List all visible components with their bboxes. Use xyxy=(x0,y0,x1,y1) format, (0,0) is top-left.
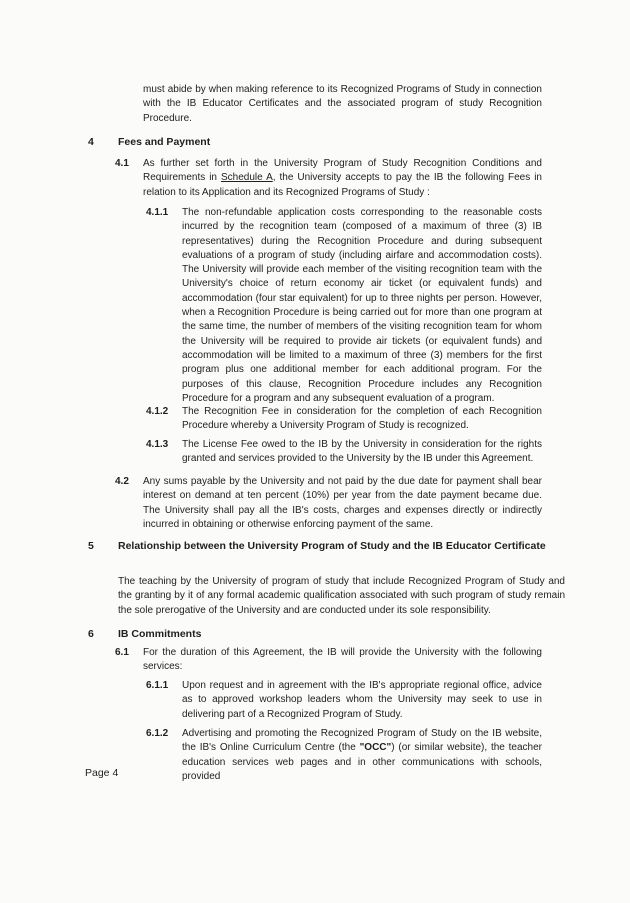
clause-4-1-number: 4.1 xyxy=(115,158,129,169)
section-5-body: The teaching by the University of program of study that include Recognized Program of Study and the granting by it of any formal academic qualification associated with such program of study remain the sole prerogative of the University and are conducted under its sole responsibility. xyxy=(118,576,565,616)
clause-4-1-3-text: The License Fee owed to the IB by the University in consideration for the rights granted and services provided to the University by the IB under this Agreement. xyxy=(182,439,542,465)
clause-4-1-text xyxy=(143,157,542,200)
clause-6-1-2-text-before: Advertising and promoting the Recognized Program of Study on the IB website, the IB's Online Curriculum Centre (the xyxy=(182,728,542,754)
intro-paragraph: must abide by when making reference to its Recognized Programs of Study in connection with the IB Educator Certificates and the associated program of study Recognition Procedure. xyxy=(143,84,542,124)
clause-6-1-2-text xyxy=(182,727,542,784)
occ-abbreviation: "OCC" xyxy=(359,742,392,754)
clause-6-1-text: For the duration of this Agreement, the IB will provide the University with the following services: xyxy=(143,647,542,673)
section-4-title: Fees and Payment xyxy=(118,136,211,148)
clause-4-1-3-number: 4.1.3 xyxy=(146,439,169,450)
clause-6-1-2-text-after: ) (or similar website), the teacher education services web pages and in other communications with schools, provided xyxy=(182,742,542,782)
clause-4-1-2-text: The Recognition Fee in consideration for the completion of each Recognition Procedure whereby a University Program of Study is recognized. xyxy=(182,406,542,432)
section-6-number: 6 xyxy=(88,628,94,640)
clause-4-2-number: 4.2 xyxy=(115,476,129,487)
section-4-number: 4 xyxy=(88,136,94,148)
clause-4-1-1-number: 4.1.1 xyxy=(146,207,169,218)
clause-4-1-text-before: As further set forth in the University Program of Study Recognition Conditions and Requirements in xyxy=(143,158,542,184)
clause-6-1-1-number: 6.1.1 xyxy=(146,680,169,691)
clause-4-2-text: Any sums payable by the University and not paid by the due date for payment shall bear interest on demand at ten percent (10%) per year from the date payment became due. The University shall pay all the IB's costs, charges and expenses directly or indirectly incurred in obtaining or otherwise enforcing payment of the same. xyxy=(143,476,542,530)
section-5-number: 5 xyxy=(88,540,94,552)
section-5-title: Relationship between the University Program of Study and the IB Educator Certificate xyxy=(118,540,546,552)
clause-4-1-1-text: The non-refundable application costs corresponding to the reasonable costs incurred by the recognition team (composed of a maximum of three (3) IB representatives) during the Recognition Procedure and during subsequent evaluations of a program of study (including airfare and accommodation costs). The University will provide each member of the visiting recognition team with the University's choice of return economy air ticket (or equivalent funds) and accommodation (four star equivalent) for up to three nights per person. However, when a Recognition Procedure is being carried out for more than one program at the same time, the number of members of the visiting recognition team for whom the University will be required to provide air tickets (or equivalent funds) and accommodation will be limited to a maximum of three (3) members for the first program plus one additional member for each additional program. For the purposes of this clause, Recognition Procedure includes any Recognition Procedure for a program and any subsequent evaluation of a program. xyxy=(182,207,542,404)
section-6-title: IB Commitments xyxy=(118,628,202,640)
clause-6-1-number: 6.1 xyxy=(115,647,129,658)
clause-4-1-text-after: , the University accepts to pay the IB the following Fees in relation to its Application and its Recognized Programs of Study : xyxy=(143,172,542,198)
clause-6-1-2-number: 6.1.2 xyxy=(146,728,169,739)
page-number-label: Page 4 xyxy=(85,767,119,779)
schedule-a-reference: Schedule A xyxy=(220,172,273,184)
clause-6-1-1-text: Upon request and in agreement with the IB's appropriate regional office, advice as to approved workshop leaders whom the University may seek to use in delivering part of a Recognized Program of Study. xyxy=(182,680,542,720)
clause-4-1-2-number: 4.1.2 xyxy=(146,406,169,417)
